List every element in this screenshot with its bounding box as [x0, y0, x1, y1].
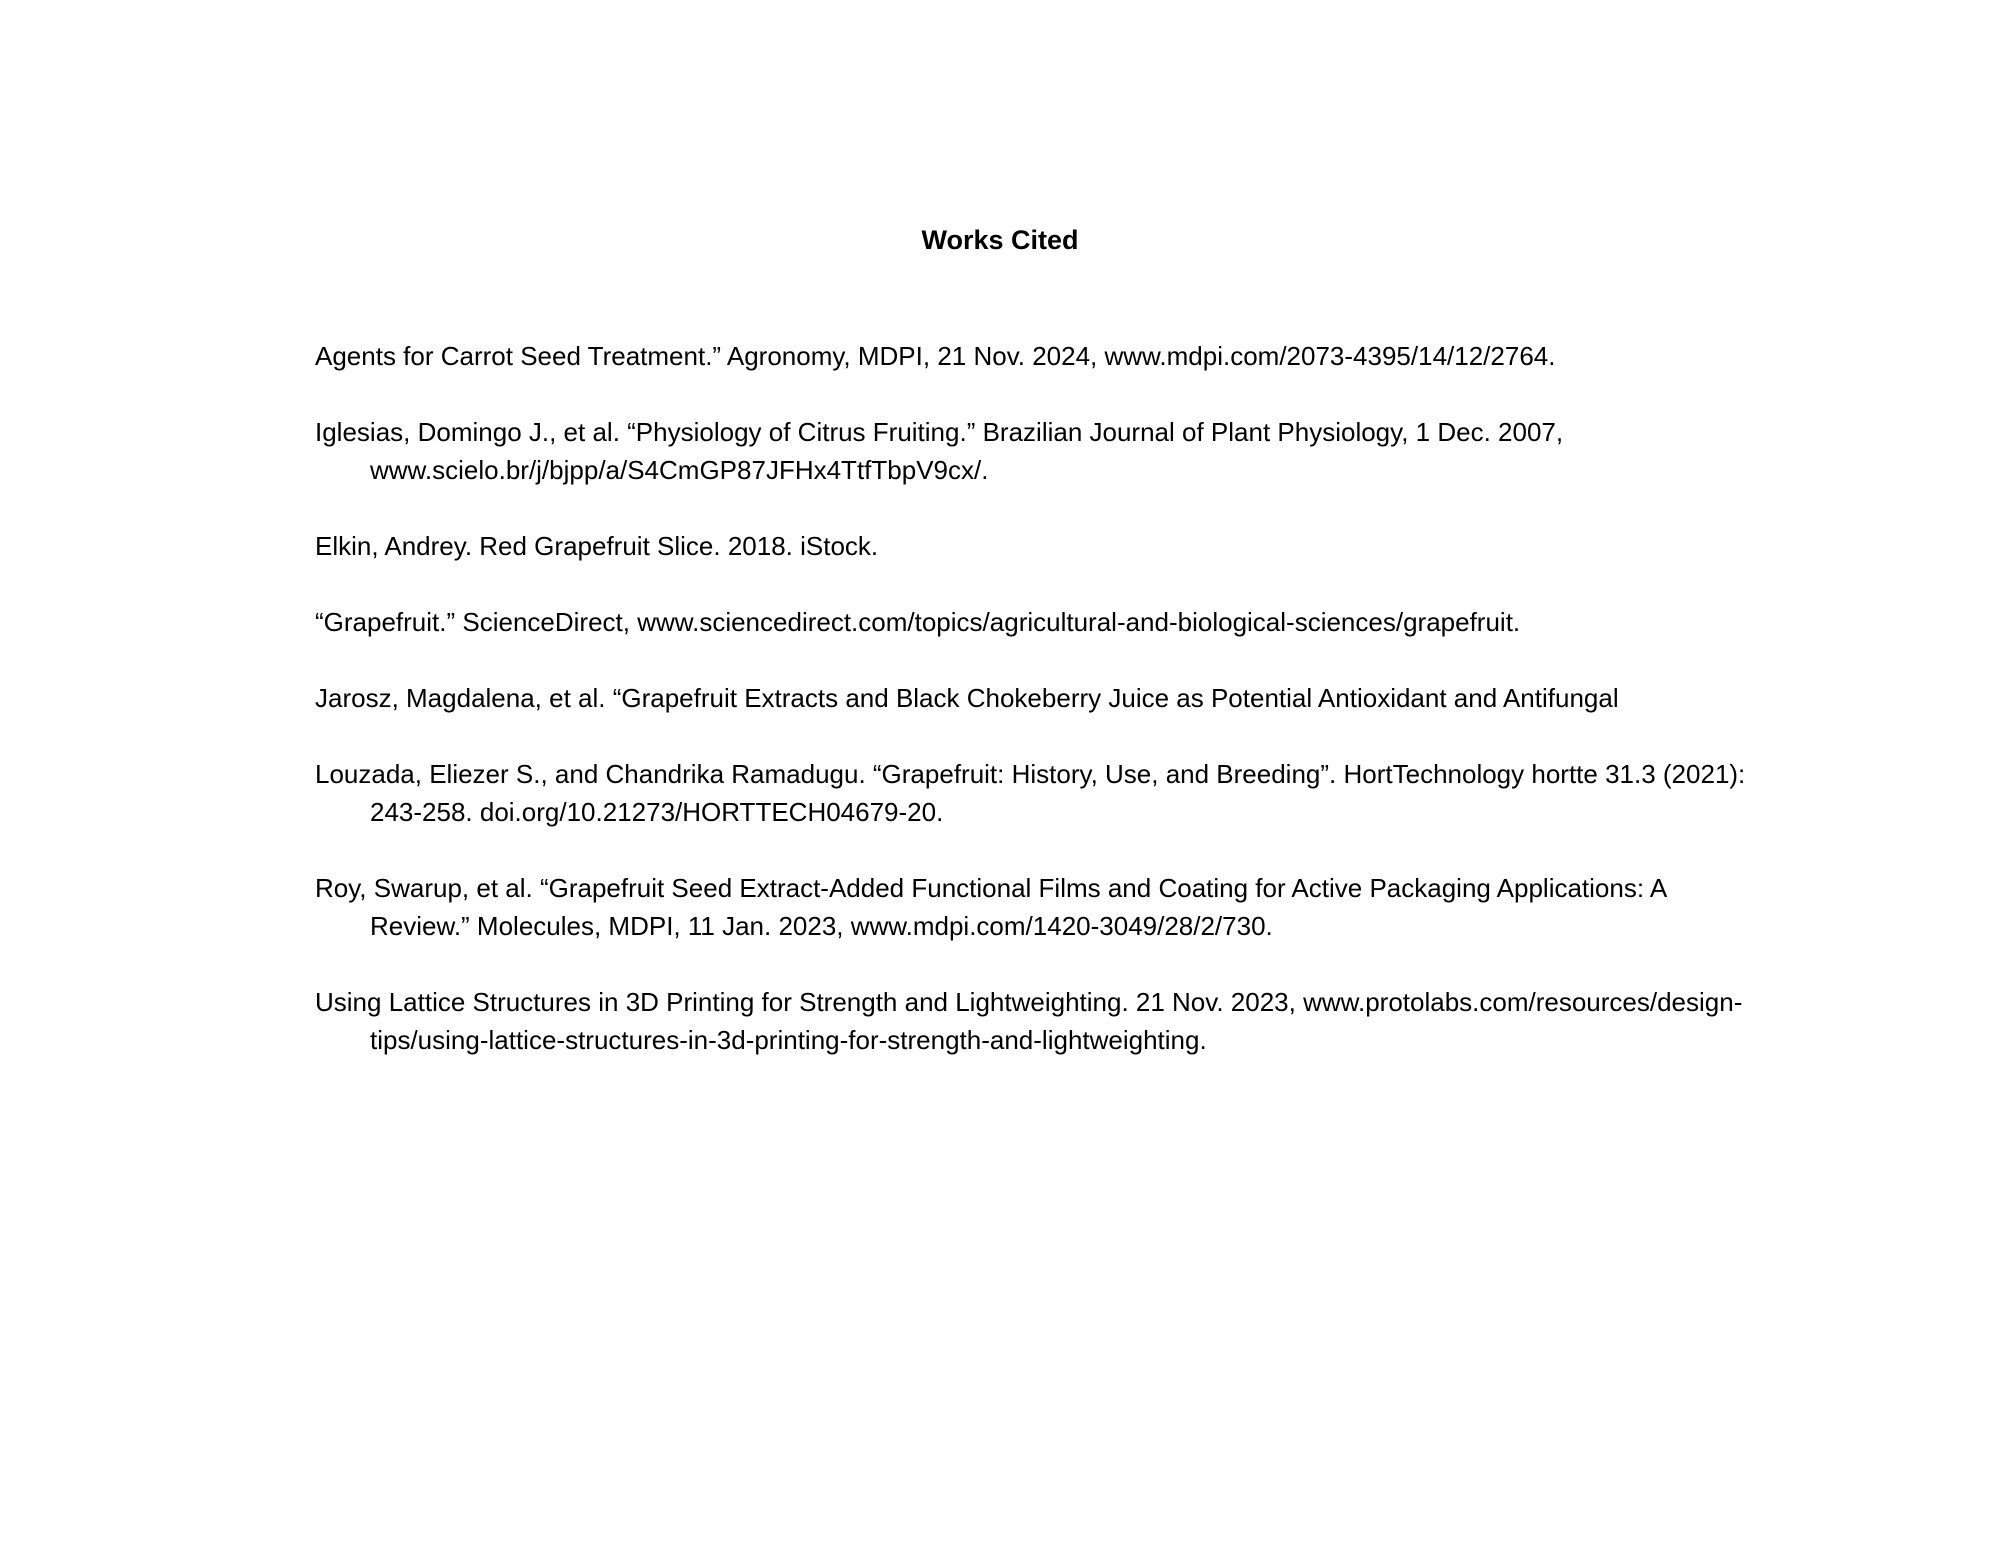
citation-entry: Iglesias, Domingo J., et al. “Physiology of Citrus Fruiting.” Brazilian Journal of Plant Physiology, 1 Dec. 2007, www.scielo.br/j/bjpp/a/S4CmGP87JFHx4TtfTbpV9cx/. — [315, 417, 1564, 485]
page-title: Works Cited — [921, 225, 1079, 255]
citation-entry: Roy, Swarup, et al. “Grapefruit Seed Extract-Added Functional Films and Coating for Active Packaging Applications: A Review.” Molecules, MDPI, 11 Jan. 2023, www.mdpi.com/1420-3049/28/2/730. — [315, 873, 1666, 941]
citation-entry: Using Lattice Structures in 3D Printing for Strength and Lightweighting. 21 Nov. 2023, www.protolabs.com/resources/design-tips/using-lattice-structures-in-3d-printing-for-strength-and-lightweighting. — [315, 987, 1743, 1055]
citation-entry: Louzada, Eliezer S., and Chandrika Ramadugu. “Grapefruit: History, Use, and Breeding”. HortTechnology hortte 31.3 (2021): 243-258. doi.org/10.21273/HORTTECH04679-20. — [315, 759, 1746, 827]
citation-entry: Jarosz, Magdalena, et al. “Grapefruit Extracts and Black Chokeberry Juice as Potential Antioxidant and Antifungal — [315, 683, 1619, 713]
citation-entry: “Grapefruit.” ScienceDirect, www.sciencedirect.com/topics/agricultural-and-biological-sciences/grapefruit. — [315, 607, 1521, 637]
citation-entry: Elkin, Andrey. Red Grapefruit Slice. 2018. iStock. — [315, 531, 879, 561]
works-cited-list — [315, 337, 1755, 1097]
citation-entry: Agents for Carrot Seed Treatment.” Agronomy, MDPI, 21 Nov. 2024, www.mdpi.com/2073-4395/14/12/2764. — [315, 341, 1556, 371]
